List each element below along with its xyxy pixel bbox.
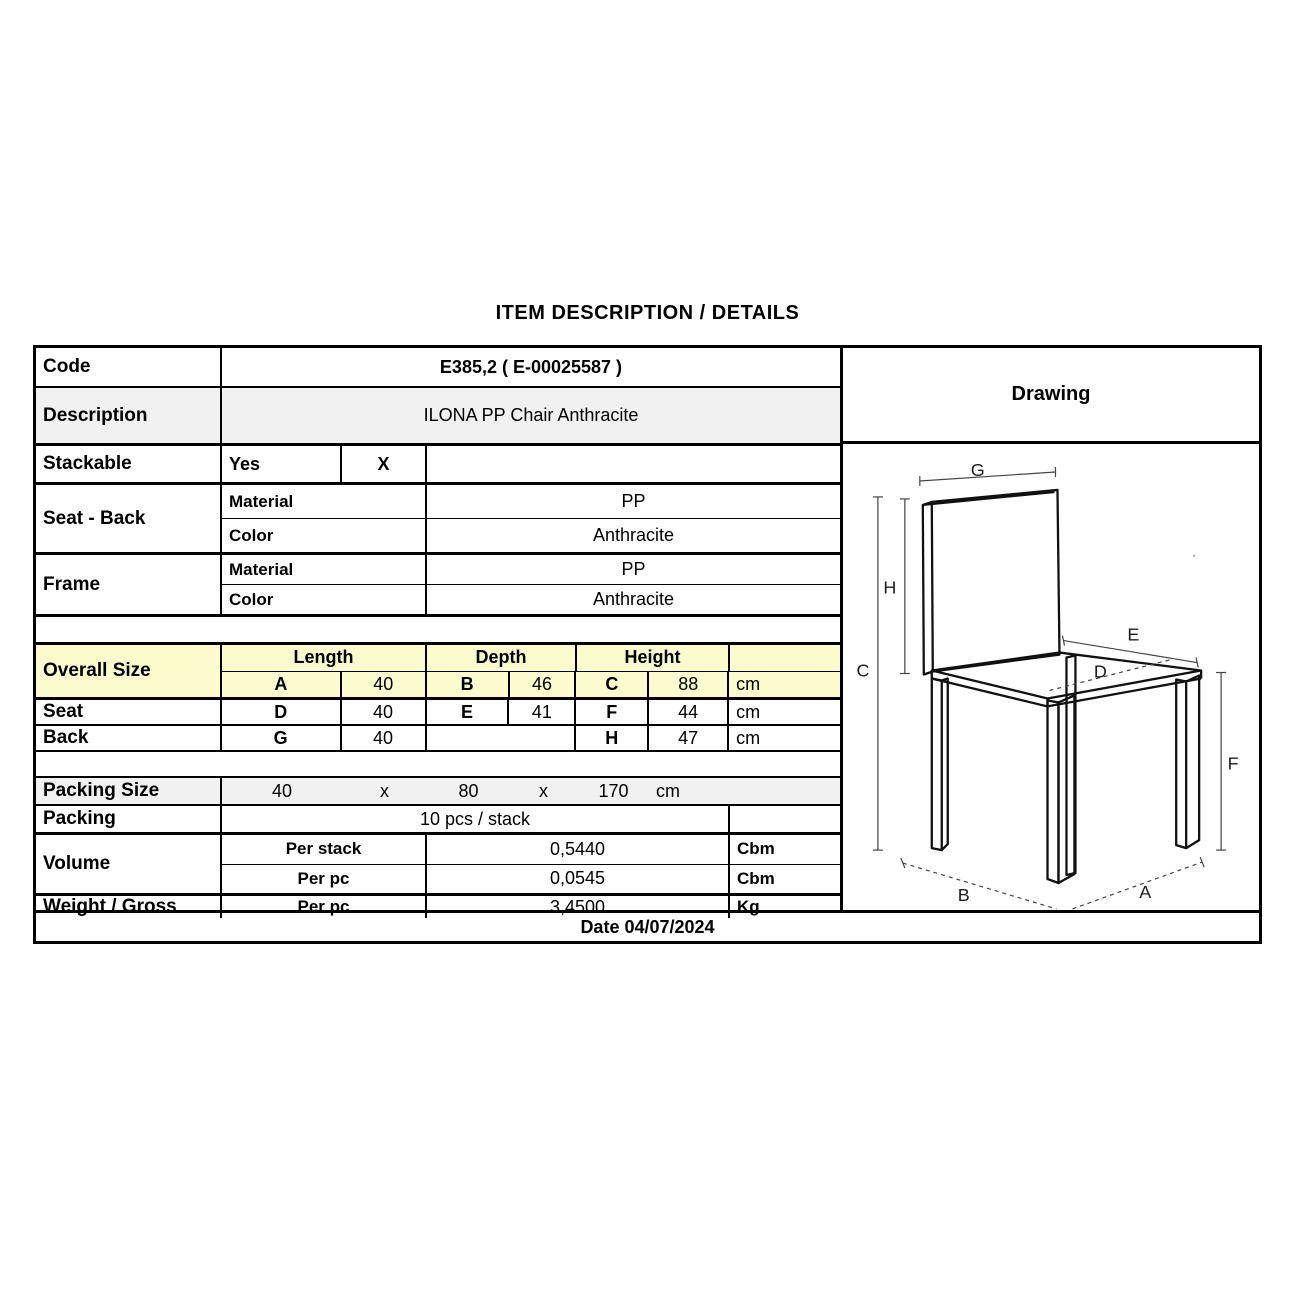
drawing-column — [843, 348, 1259, 910]
stackable-yes: Yes — [222, 446, 342, 482]
spec-table-main — [36, 348, 1259, 917]
weight-label: Weight / Gross — [36, 896, 222, 918]
frame-color-row — [222, 584, 840, 614]
weight-per-label: Per pc — [222, 896, 427, 918]
page-title: ITEM DESCRIPTION / DETAILS — [495, 302, 800, 324]
volume-per-pc-unit: Cbm — [737, 868, 775, 888]
seat-E-value: 41 — [509, 700, 576, 724]
volume-per-stack-unit: Cbm — [737, 839, 775, 859]
size-header-row — [222, 645, 840, 671]
code-value: E385,2 ( E-00025587 ) — [439, 356, 623, 377]
date-row — [36, 910, 1259, 941]
row-stackable — [36, 443, 840, 482]
size-overall-row — [222, 671, 840, 698]
stackable-label: Stackable — [36, 446, 222, 482]
volume-per-pc-value: 0,0545 — [427, 865, 730, 894]
row-seat — [36, 697, 840, 724]
overall-B-value: 46 — [510, 672, 577, 698]
weight-unit: Kg — [737, 897, 760, 916]
dim-label-H: H — [883, 577, 897, 598]
overall-C-value: 88 — [649, 672, 729, 698]
packing-size-x2: x — [539, 780, 548, 801]
chair-back-panel — [923, 490, 1060, 675]
row-code — [36, 348, 840, 386]
row-description — [36, 386, 840, 443]
volume-per-stack-value: 0,5440 — [427, 835, 730, 864]
spacer-cell — [36, 617, 840, 642]
section-seat-back — [36, 482, 840, 552]
description-value: ILONA PP Chair Anthracite — [423, 405, 639, 425]
packing-size-label: Packing Size — [36, 778, 222, 804]
row-packing — [36, 804, 840, 832]
section-overall-size — [36, 642, 840, 697]
dim-label-A: A — [1139, 881, 1152, 902]
size-header-depth: Depth — [427, 645, 577, 671]
packing-size-v2: 80 — [458, 780, 479, 801]
chair-drawing-svg — [843, 444, 1259, 910]
frame-color-value: Anthracite — [592, 589, 675, 609]
dim-label-B: B — [957, 884, 970, 905]
seat-F-key: F — [576, 700, 649, 724]
packing-size-v1: 40 — [271, 780, 293, 801]
frame-label: Frame — [36, 555, 222, 614]
seat-D-key: D — [222, 700, 342, 724]
seat-back-material-row — [222, 485, 840, 518]
overall-C-key: C — [576, 672, 649, 698]
volume-label: Volume — [36, 835, 222, 893]
row-back — [36, 724, 840, 750]
packing-label: Packing — [36, 806, 222, 832]
drawing-header: Drawing — [843, 348, 1259, 444]
frame-material-row — [222, 555, 840, 584]
code-label: Code — [36, 348, 222, 386]
back-H-key: H — [576, 726, 649, 750]
seat-back-material-label: Material — [222, 485, 427, 518]
seat-F-value: 44 — [649, 700, 729, 724]
description-label: Description — [36, 388, 222, 443]
frame-material-label: Material — [222, 555, 427, 584]
packing-size-v3: 170 — [598, 780, 629, 801]
seat-back-color-row — [222, 518, 840, 552]
back-G-key: G — [222, 726, 342, 750]
volume-per-stack-row — [222, 835, 840, 864]
spec-table — [33, 345, 1262, 944]
back-unit: cm — [736, 727, 761, 748]
dim-label-F: F — [1227, 753, 1239, 774]
dim-label-G: G — [970, 459, 985, 480]
seat-label: Seat — [36, 700, 222, 724]
spacer-row-2 — [36, 750, 840, 776]
overall-A-value: 40 — [342, 672, 427, 698]
details-table — [36, 348, 843, 917]
seat-unit: cm — [736, 701, 761, 722]
volume-per-pc-row — [222, 864, 840, 894]
packing-empty — [730, 806, 840, 832]
weight-value: 3,4500 — [427, 896, 730, 918]
back-empty — [427, 726, 577, 750]
size-header-height: Height — [577, 645, 730, 671]
seat-D-value: 40 — [342, 700, 427, 724]
volume-per-stack-label: Per stack — [222, 835, 427, 864]
dim-label-D: D — [1093, 661, 1107, 682]
seat-back-label: Seat - Back — [36, 485, 222, 552]
back-H-value: 47 — [649, 726, 729, 750]
dimension-lines — [873, 467, 1226, 909]
packing-size-unit: cm — [656, 780, 680, 801]
scan-artifact-dot — [1193, 555, 1195, 557]
back-label: Back — [36, 726, 222, 750]
overall-unit: cm — [736, 673, 761, 694]
chair-front-leg — [1048, 695, 1075, 883]
section-frame — [36, 552, 840, 614]
volume-per-pc-label: Per pc — [222, 865, 427, 894]
seat-E-key: E — [427, 700, 510, 724]
packing-value: 10 pcs / stack — [222, 806, 730, 832]
section-volume — [36, 832, 840, 893]
frame-color-label: Color — [222, 585, 427, 614]
back-G-value: 40 — [342, 726, 427, 750]
chair-right-leg — [1176, 676, 1199, 849]
frame-material-value: PP — [621, 559, 646, 579]
overall-A-key: A — [222, 672, 342, 698]
spacer-cell — [36, 752, 840, 776]
packing-size-values — [222, 778, 840, 804]
packing-size-x1: x — [380, 780, 389, 801]
date-value: Date 04/07/2024 — [580, 916, 715, 937]
chair-left-leg — [932, 678, 948, 850]
size-header-length: Length — [222, 645, 427, 671]
size-header-empty — [730, 645, 840, 671]
stackable-mark: X — [342, 446, 427, 482]
seat-back-color-label: Color — [222, 519, 427, 552]
row-packing-size — [36, 776, 840, 804]
spacer-row-1 — [36, 614, 840, 642]
chair-drawing — [843, 444, 1259, 910]
seat-back-color-value: Anthracite — [592, 525, 675, 545]
overall-size-label: Overall Size — [36, 645, 222, 697]
dim-label-E: E — [1127, 624, 1140, 645]
stackable-empty — [427, 446, 840, 482]
seat-back-material-value: PP — [621, 491, 646, 511]
dim-label-C: C — [856, 660, 870, 681]
overall-B-key: B — [427, 672, 510, 698]
